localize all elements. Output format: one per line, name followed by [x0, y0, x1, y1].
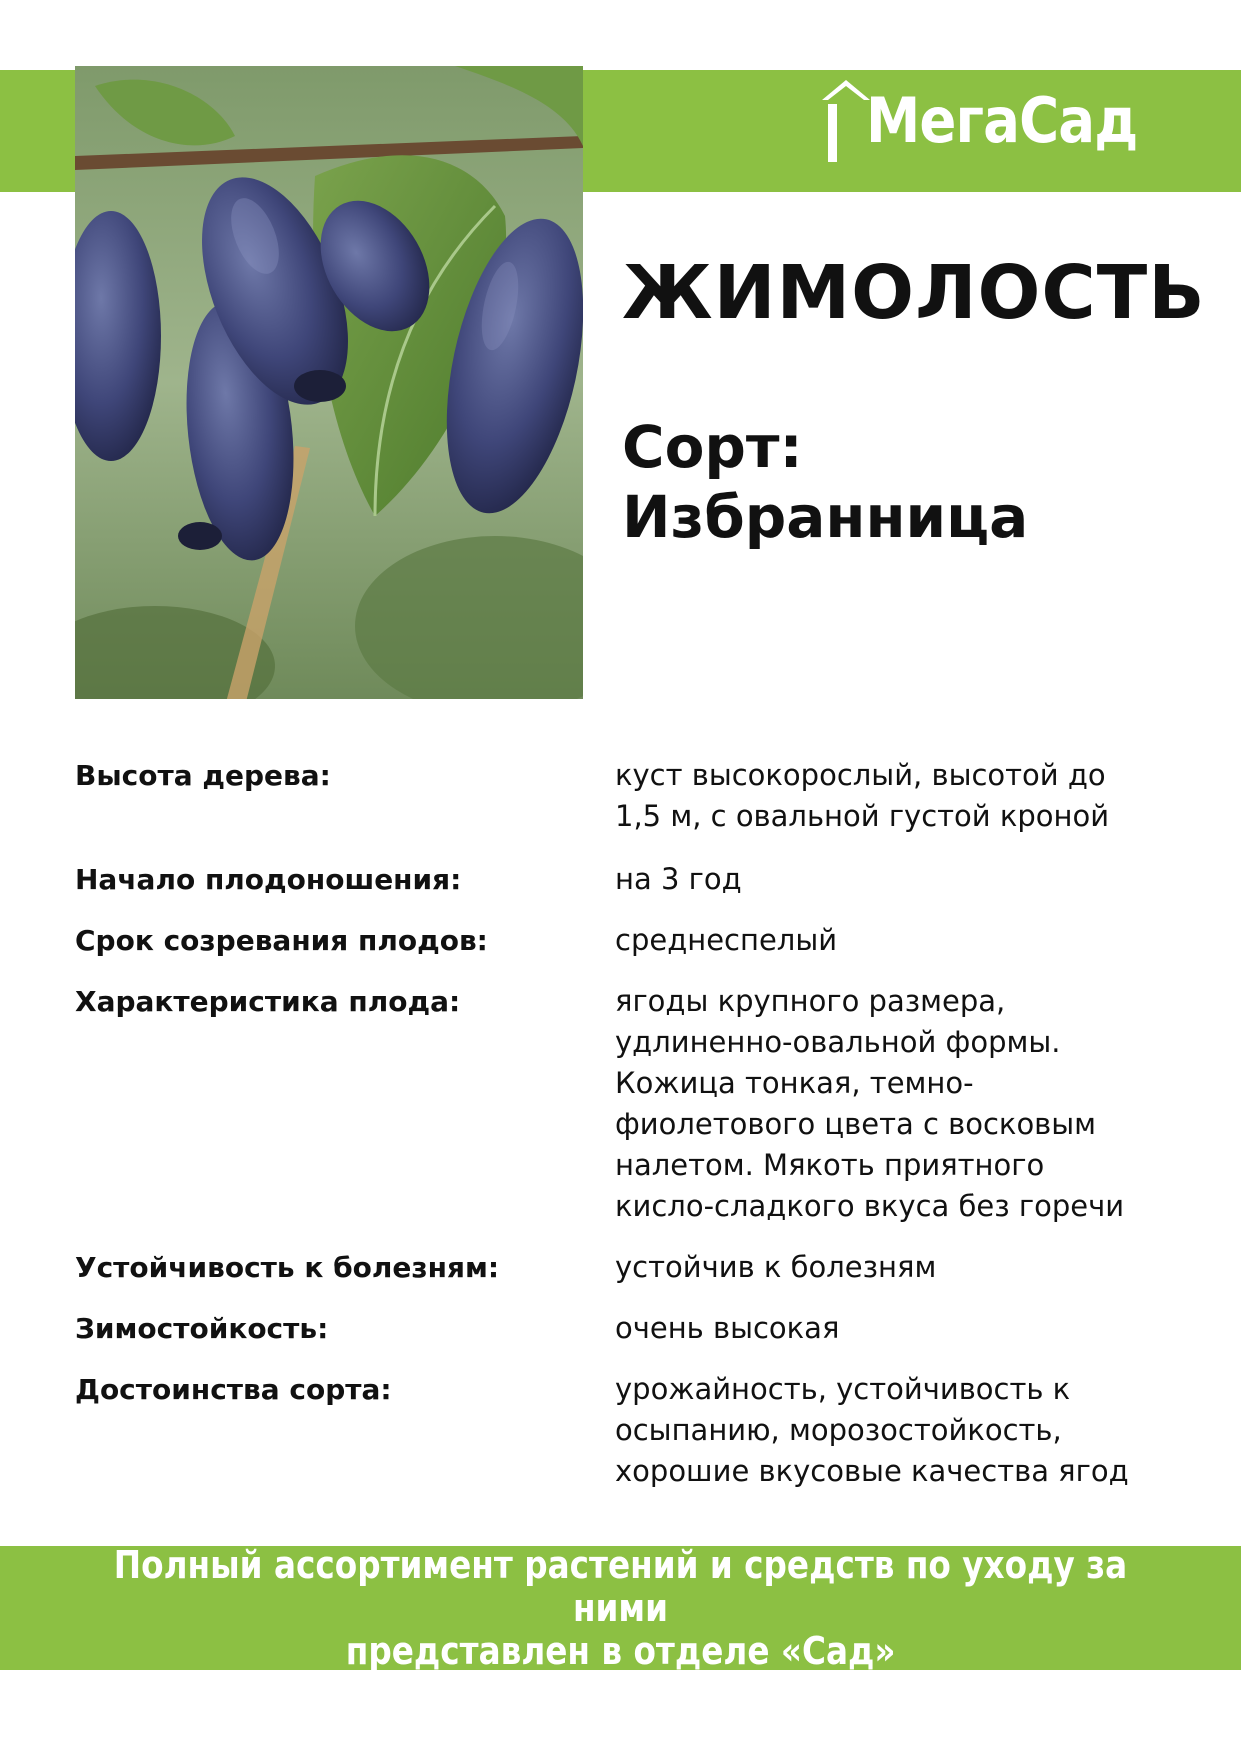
spec-row — [75, 1369, 1175, 1492]
plant-title: ЖИМОЛОСТЬ — [622, 250, 1206, 336]
spec-value: куст высокорослый, высотой до 1,5 м, с овальной густой кроной — [615, 758, 1110, 833]
spec-row — [75, 1247, 1175, 1288]
brand-logo — [820, 78, 1170, 178]
spec-row — [75, 755, 1175, 837]
footer-line-1: Полный ассортимент растений и средств по уходу за ними — [113, 1542, 1128, 1630]
spec-row — [75, 859, 1175, 900]
spec-label: Устойчивость к болезням: — [75, 1251, 500, 1284]
spec-value: на 3 год — [615, 862, 742, 896]
variety-label: Сорт: — [622, 413, 803, 481]
brand-name: МегаСад — [866, 84, 1138, 157]
spec-value: ягоды крупного размера, удлиненно-овальной формы. Кожица тонкая, темно- фиолетового цвета с восковым налетом. Мякоть приятного кисло-сладкого вкуса без горечи — [615, 984, 1125, 1223]
spec-row — [75, 981, 1175, 1227]
spec-label: Характеристика плода: — [75, 985, 461, 1018]
spec-label: Достоинства сорта: — [75, 1373, 392, 1406]
variety-block — [622, 412, 1028, 552]
spec-row — [75, 1308, 1175, 1349]
footer-line-2: представлен в отделе «Сад» — [345, 1628, 896, 1673]
spec-label: Высота дерева: — [75, 759, 331, 792]
spec-label: Начало плодоношения: — [75, 863, 462, 896]
spec-value: устойчив к болезням — [615, 1250, 937, 1284]
footer-band — [0, 1542, 1241, 1673]
specs-table — [75, 755, 1175, 1514]
spec-value: среднеспелый — [615, 923, 838, 957]
spec-value: очень высокая — [615, 1311, 840, 1345]
spec-label: Зимостойкость: — [75, 1312, 329, 1345]
variety-name: Избранница — [622, 483, 1029, 551]
spec-value: урожайность, устойчивость к осыпанию, морозостойкость, хорошие вкусовые качества ягод — [615, 1372, 1129, 1488]
product-photo — [75, 66, 583, 699]
spec-row — [75, 920, 1175, 961]
house-icon — [820, 78, 872, 168]
spec-label: Срок созревания плодов: — [75, 924, 488, 957]
